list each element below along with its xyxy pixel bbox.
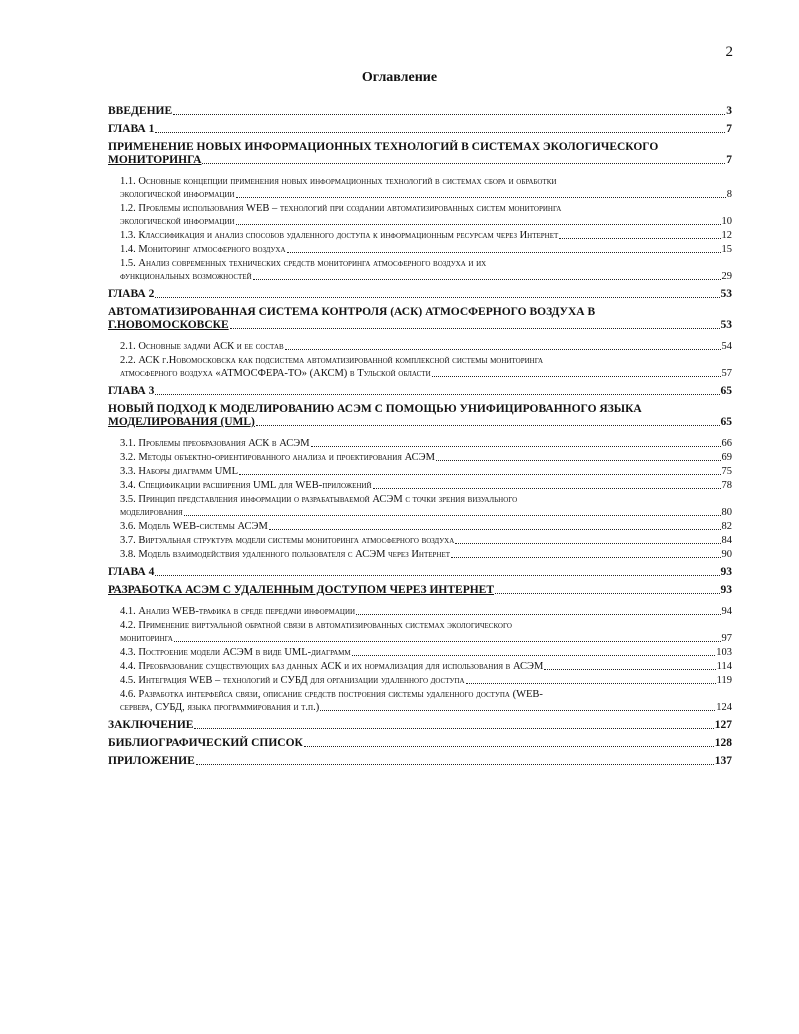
toc-entry-text-line1: 4.2. Применение виртуальной обратной связи в автоматизированных системах экологического bbox=[120, 620, 512, 631]
toc-entry-sub[interactable] bbox=[108, 175, 732, 201]
toc-entry-chap[interactable] bbox=[108, 105, 732, 118]
toc-entry-chap[interactable] bbox=[108, 566, 732, 579]
toc-entry-page: 65 bbox=[720, 416, 732, 428]
toc-entry-sub[interactable] bbox=[108, 660, 732, 673]
toc-entry-page: 93 bbox=[720, 584, 732, 596]
page-number: 2 bbox=[725, 44, 733, 60]
toc-entry-text: БИБЛИОГРАФИЧЕСКИЙ СПИСОК bbox=[108, 737, 303, 749]
dot-leader bbox=[174, 641, 721, 642]
toc-entry-text: моделирования bbox=[120, 507, 183, 518]
toc-entry-text: 4.3. Построение модели АСЭМ в виде UML-диаграмм bbox=[120, 647, 351, 658]
table-of-contents bbox=[108, 100, 732, 773]
toc-entry-text: сервера, СУБД, языка программирования и т.п.) bbox=[120, 702, 320, 713]
dot-leader bbox=[287, 252, 721, 253]
toc-entry-sub[interactable] bbox=[108, 646, 732, 659]
toc-entry-text: ГЛАВА 4 bbox=[108, 566, 155, 578]
toc-entry-page: 137 bbox=[714, 755, 732, 767]
toc-entry-page: 80 bbox=[721, 507, 732, 518]
toc-entry-text: ГЛАВА 1 bbox=[108, 123, 155, 135]
toc-entry-main[interactable] bbox=[108, 584, 732, 597]
dot-leader bbox=[236, 224, 721, 225]
toc-entry-page: 124 bbox=[716, 702, 732, 713]
toc-entry-page: 78 bbox=[721, 480, 732, 491]
toc-entry-chap[interactable] bbox=[108, 385, 732, 398]
toc-entry-text-line1: 1.1. Основные концепции применения новых информационных технологий в системах сбора и обработки bbox=[120, 176, 557, 187]
dot-leader bbox=[202, 163, 725, 164]
dot-leader bbox=[559, 238, 720, 239]
toc-entry-chap[interactable] bbox=[108, 755, 732, 768]
dot-leader bbox=[196, 764, 714, 765]
toc-entry-text: 4.4. Преобразование существующих баз данных АСК и их нормализация для использования в АСЭМ bbox=[120, 661, 544, 672]
toc-entry-main[interactable] bbox=[108, 403, 732, 429]
toc-entry-text-line1: 4.6. Разработка интерфейса связи, описание средств построения системы удаленного доступа (WEB- bbox=[120, 689, 543, 700]
toc-entry-text: МОДЕЛИРОВАНИЯ (UML) bbox=[108, 416, 255, 428]
toc-entry-text-line1: АВТОМАТИЗИРОВАННАЯ СИСТЕМА КОНТРОЛЯ (АСК) АТМОСФЕРНОГО ВОЗДУХА В bbox=[108, 306, 596, 318]
toc-entry-text: 4.5. Интеграция WEB – технологий и СУБД для организации удаленного доступа bbox=[120, 675, 465, 686]
dot-leader bbox=[155, 575, 719, 576]
toc-entry-page: 54 bbox=[721, 341, 732, 352]
toc-entry-page: 53 bbox=[720, 319, 732, 331]
toc-entry-sub[interactable] bbox=[108, 451, 732, 464]
toc-entry-chap[interactable] bbox=[108, 737, 732, 750]
dot-leader bbox=[455, 543, 720, 544]
toc-entry-text: 1.4. Мониторинг атмосферного воздуха bbox=[120, 244, 286, 255]
toc-entry-chap[interactable] bbox=[108, 719, 732, 732]
dot-leader bbox=[356, 614, 720, 615]
toc-entry-sub[interactable] bbox=[108, 619, 732, 645]
toc-entry-text-line1: 2.2. АСК г.Новомосковска как подсистема автоматизированной комплексной системы мониторинга bbox=[120, 355, 544, 366]
toc-entry-sub[interactable] bbox=[108, 520, 732, 533]
toc-entry-text: ПРИЛОЖЕНИЕ bbox=[108, 755, 195, 767]
dot-leader bbox=[285, 349, 721, 350]
dot-leader bbox=[436, 460, 721, 461]
toc-entry-text: 4.1. Анализ WEB-трафика в среде передачи информации bbox=[120, 606, 356, 617]
toc-entry-page: 66 bbox=[721, 438, 732, 449]
toc-title: Оглавление bbox=[361, 70, 438, 85]
toc-entry-page: 15 bbox=[721, 244, 732, 255]
toc-entry-page: 3 bbox=[726, 105, 732, 117]
toc-entry-text: ВВЕДЕНИЕ bbox=[108, 105, 173, 117]
toc-entry-page: 53 bbox=[720, 288, 732, 300]
toc-entry-page: 103 bbox=[716, 647, 732, 658]
toc-entry-text: мониторинга bbox=[120, 633, 173, 644]
toc-entry-sub[interactable] bbox=[108, 229, 732, 242]
toc-entry-text: 3.6. Модель WEB-системы АСЭМ bbox=[120, 521, 268, 532]
dot-leader bbox=[373, 488, 721, 489]
toc-entry-text: Г.НОВОМОСКОВСКЕ bbox=[108, 319, 229, 331]
dot-leader bbox=[236, 197, 726, 198]
toc-entry-text: 3.3. Наборы диаграмм UML bbox=[120, 466, 239, 477]
toc-entry-page: 82 bbox=[721, 521, 732, 532]
dot-leader bbox=[256, 425, 720, 426]
toc-entry-text: атмосферного воздуха «АТМОСФЕРА-ТО» (АКСМ) в Тульской области bbox=[120, 368, 431, 379]
toc-entry-sub[interactable] bbox=[108, 605, 732, 618]
toc-entry-page: 119 bbox=[716, 675, 732, 686]
toc-entry-text: РАЗРАБОТКА АСЭМ С УДАЛЕННЫМ ДОСТУПОМ ЧЕРЕЗ ИНТЕРНЕТ bbox=[108, 584, 495, 596]
toc-entry-page: 94 bbox=[721, 606, 732, 617]
toc-entry-page: 57 bbox=[721, 368, 732, 379]
toc-entry-text-line1: 3.5. Принцип представления информации о разрабатываемой АСЭМ с точки зрения визуального bbox=[120, 494, 518, 505]
dot-leader bbox=[304, 746, 714, 747]
dot-leader bbox=[311, 446, 721, 447]
dot-leader bbox=[544, 669, 715, 670]
toc-entry-page: 12 bbox=[721, 230, 732, 241]
toc-entry-sub[interactable] bbox=[108, 493, 732, 519]
dot-leader bbox=[253, 279, 721, 280]
toc-entry-text: экологической информации bbox=[120, 189, 235, 200]
toc-entry-sub[interactable] bbox=[108, 465, 732, 478]
toc-entry-sub[interactable] bbox=[108, 243, 732, 256]
toc-entry-text: 1.3. Классификация и анализ способов удаленного доступа к информационным ресурсам через Интернет bbox=[120, 230, 559, 241]
dot-leader bbox=[155, 297, 719, 298]
toc-entry-sub[interactable] bbox=[108, 548, 732, 561]
toc-entry-text: 3.2. Методы объектно-ориентированного анализа и проектирования АСЭМ bbox=[120, 452, 435, 463]
toc-entry-page: 127 bbox=[714, 719, 732, 731]
dot-leader bbox=[451, 557, 720, 558]
toc-entry-page: 84 bbox=[721, 535, 732, 546]
toc-entry-sub[interactable] bbox=[108, 437, 732, 450]
toc-entry-chap[interactable] bbox=[108, 288, 732, 301]
toc-entry-page: 29 bbox=[721, 271, 732, 282]
toc-entry-page: 10 bbox=[721, 216, 732, 227]
dot-leader bbox=[173, 114, 725, 115]
toc-entry-page: 97 bbox=[721, 633, 732, 644]
toc-entry-page: 65 bbox=[720, 385, 732, 397]
dot-leader bbox=[239, 474, 720, 475]
toc-entry-sub[interactable] bbox=[108, 257, 732, 283]
toc-entry-text: 3.8. Модель взаимодействия удаленного пользователя с АСЭМ через Интернет bbox=[120, 549, 451, 560]
toc-entry-page: 128 bbox=[714, 737, 732, 749]
toc-entry-text: МОНИТОРИНГА bbox=[108, 154, 202, 166]
toc-entry-page: 90 bbox=[721, 549, 732, 560]
dot-leader bbox=[155, 132, 725, 133]
dot-leader bbox=[466, 683, 716, 684]
toc-entry-text-line1: 1.2. Проблемы использования WEB – технологий при создании автоматизированных систем мониторинга bbox=[120, 203, 562, 214]
dot-leader bbox=[194, 728, 713, 729]
toc-entry-text-line1: 1.5. Анализ современных технических средств мониторинга атмосферного воздуха и их bbox=[120, 258, 487, 269]
toc-entry-sub[interactable] bbox=[108, 340, 732, 353]
toc-entry-page: 114 bbox=[716, 661, 732, 672]
dot-leader bbox=[352, 655, 716, 656]
toc-entry-main[interactable] bbox=[108, 141, 732, 167]
toc-entry-text-line1: ПРИМЕНЕНИЕ НОВЫХ ИНФОРМАЦИОННЫХ ТЕХНОЛОГИЙ В СИСТЕМАХ ЭКОЛОГИЧЕСКОГО bbox=[108, 141, 659, 153]
dot-leader bbox=[495, 593, 719, 594]
dot-leader bbox=[230, 328, 720, 329]
toc-entry-text: ГЛАВА 3 bbox=[108, 385, 155, 397]
toc-entry-text: ГЛАВА 2 bbox=[108, 288, 155, 300]
toc-entry-sub[interactable] bbox=[108, 202, 732, 228]
toc-entry-sub[interactable] bbox=[108, 534, 732, 547]
toc-entry-sub[interactable] bbox=[108, 479, 732, 492]
toc-entry-sub[interactable] bbox=[108, 674, 732, 687]
toc-entry-page: 93 bbox=[720, 566, 732, 578]
toc-entry-text: 3.1. Проблемы преобразования АСК в АСЭМ bbox=[120, 438, 310, 449]
toc-entry-text: 3.7. Виртуальная структура модели системы мониторинга атмосферного воздуха bbox=[120, 535, 455, 546]
dot-leader bbox=[432, 376, 721, 377]
dot-leader bbox=[320, 710, 715, 711]
toc-entry-main[interactable] bbox=[108, 306, 732, 332]
toc-entry-page: 7 bbox=[726, 123, 732, 135]
toc-entry-sub[interactable] bbox=[108, 354, 732, 380]
toc-entry-text: ЗАКЛЮЧЕНИЕ bbox=[108, 719, 194, 731]
toc-entry-text: 2.1. Основные задачи АСК и ее состав bbox=[120, 341, 284, 352]
toc-entry-page: 8 bbox=[726, 189, 732, 200]
toc-entry-page: 69 bbox=[721, 452, 732, 463]
toc-entry-chap[interactable] bbox=[108, 123, 732, 136]
toc-entry-sub[interactable] bbox=[108, 688, 732, 714]
dot-leader bbox=[155, 394, 719, 395]
dot-leader bbox=[269, 529, 721, 530]
toc-entry-text: функциональных возможностей bbox=[120, 271, 252, 282]
toc-entry-text: экологической информации bbox=[120, 216, 235, 227]
toc-entry-text: 3.4. Спецификации расширения UML для WEB-приложений bbox=[120, 480, 372, 491]
toc-entry-page: 7 bbox=[726, 154, 732, 166]
toc-entry-text-line1: НОВЫЙ ПОДХОД К МОДЕЛИРОВАНИЮ АСЭМ С ПОМОЩЬЮ УНИФИЦИРОВАННОГО ЯЗЫКА bbox=[108, 403, 642, 415]
toc-entry-page: 75 bbox=[721, 466, 732, 477]
dot-leader bbox=[184, 515, 721, 516]
